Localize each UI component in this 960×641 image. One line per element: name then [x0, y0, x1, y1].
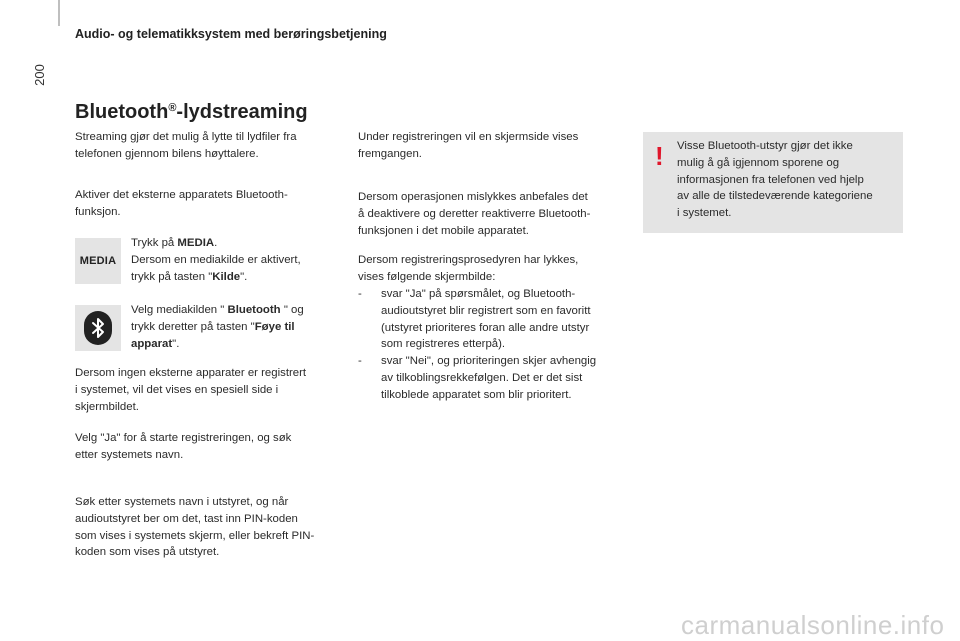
title-suffix: -lydstreaming [176, 101, 308, 123]
list-bullet: - [358, 288, 362, 300]
section-title [75, 101, 308, 124]
bluetooth-step-text: Velg mediakilden " Bluetooth " og trykk deretter på tasten "Føye til apparat". [131, 304, 304, 350]
list-bullet: - [358, 355, 362, 367]
no-devices-paragraph: Dersom ingen eksterne apparater er registrert i systemet, vil det vises en spesiell side i skjermbildet. [75, 367, 307, 413]
media-step-text: Trykk på MEDIA. Dersom en mediakilde er aktivert, trykk på tasten "Kilde". [131, 237, 301, 283]
media-button-icon: MEDIA [75, 238, 121, 284]
list-item-no: svar "Nei", og prioriteringen skjer avhengig av tilkoblingsrekkefølgen. Det er det sist tilkoblede apparatet som blir prioritert. [381, 355, 597, 401]
warning-text: Visse Bluetooth-utstyr gjør det ikke mulig å gå igjennom sporene og informasjonen fra telefonen ved hjelp av alle de tilstedeværende kategoriene i systemet. [677, 140, 873, 220]
margin-line [58, 0, 60, 26]
progress-paragraph: Under registreringen vil en skjermside vises fremgangen. [358, 131, 579, 160]
bluetooth-icon [75, 305, 121, 351]
registered-mark: ® [168, 102, 177, 114]
list-item-yes: svar "Ja" på spørsmålet, og Bluetooth- audioutstyret blir registrert som en favoritt (utstyret prioriteres foran alle andre utstyr som registreres etterpå). [381, 288, 591, 351]
running-header: Audio- og telematikksystem med berøringsbetjening [75, 27, 387, 41]
failed-paragraph: Dersom operasjonen mislykkes anbefales det å deaktivere og deretter reaktiverre Bluetooth- funksjonen i det mobile apparatet. [358, 191, 591, 237]
watermark: carmanualsonline.info [681, 610, 945, 640]
page-number: 200 [32, 64, 47, 86]
success-paragraph: Dersom registreringsprosedyren har lykkes, vises følgende skjermbilde: [358, 254, 579, 283]
pin-code-paragraph: Søk etter systemets navn i utstyret, og når audioutstyret ber om det, tast inn PIN-koden som vises i systemets skjerm, eller bekreft PIN- koden som vises på utstyret. [75, 496, 315, 559]
title-main: Bluetooth [75, 101, 169, 123]
activate-paragraph: Aktiver det eksterne apparatets Bluetooth- funksjon. [75, 189, 288, 218]
choose-yes-paragraph: Velg "Ja" for å starte registreringen, og søk etter systemets navn. [75, 432, 292, 461]
warning-icon: ! [655, 141, 664, 171]
intro-paragraph: Streaming gjør det mulig å lytte til lydfiler fra telefonen gjennom bilens høyttalere. [75, 131, 297, 160]
